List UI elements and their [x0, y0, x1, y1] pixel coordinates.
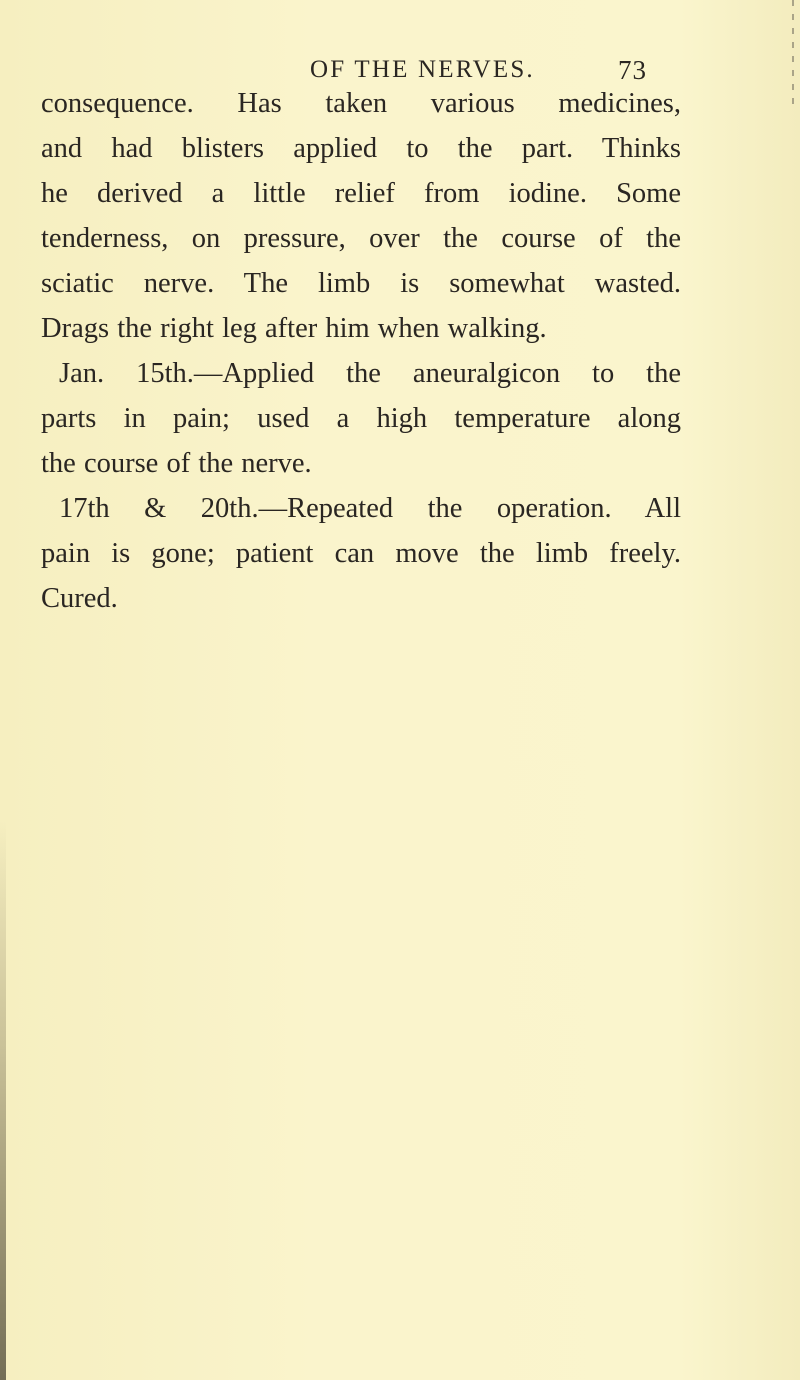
text-line: Drags the right leg after him when walking. [41, 313, 547, 344]
binding-shadow [0, 820, 6, 1380]
text-line: Cured. [41, 583, 118, 614]
body-text [41, 81, 681, 621]
text-line: pain is gone; patient can move the limb freely. [41, 538, 681, 569]
text-line: parts in pain; used a high temperature along [41, 403, 681, 434]
running-head-title: OF THE NERVES. [310, 56, 535, 83]
text-line: consequence. Has taken various medicines, [41, 88, 681, 119]
text-line: he derived a little relief from iodine. Some [41, 178, 681, 209]
text-line: 17th & 20th.—Repeated the operation. All [59, 493, 681, 524]
text-line: tenderness, on pressure, over the course of the [41, 223, 681, 254]
text-line: the course of the nerve. [41, 448, 312, 479]
text-line: and had blisters applied to the part. Thinks [41, 133, 681, 164]
text-line: sciatic nerve. The limb is somewhat wasted. [41, 268, 681, 299]
text-line: Jan. 15th.—Applied the aneuralgicon to the [59, 358, 681, 389]
page-number: 73 [618, 55, 647, 85]
